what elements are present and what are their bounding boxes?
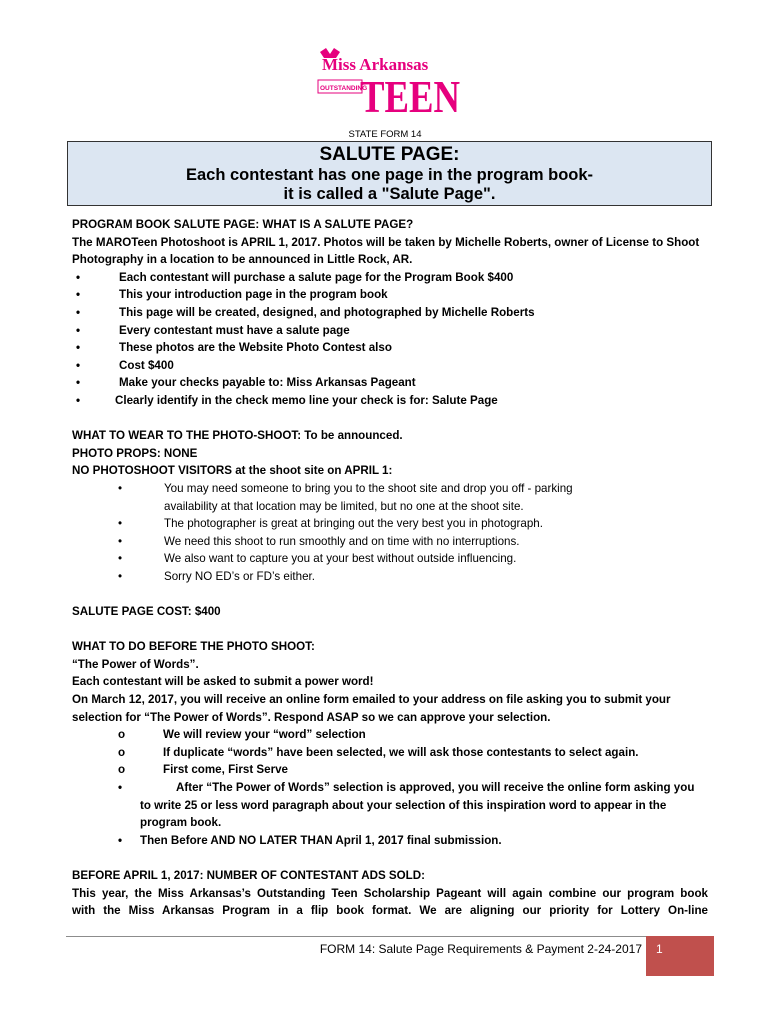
bullet-marker: • (76, 288, 81, 302)
list-item: We need this shoot to run smoothly and on time with no interruptions. (164, 534, 520, 548)
bullet-marker: • (118, 781, 123, 794)
list-item: After “The Power of Words” selection is approved, you will receive the online form asking you to write 25 or less word paragraph about your selection of this inspiration word to appear in the program book. (140, 781, 695, 830)
bullet-marker: • (118, 833, 123, 847)
sub-bullet-marker: o (118, 728, 126, 742)
logo-teen-text: TEEN (360, 71, 460, 122)
bullet-marker: • (76, 341, 81, 355)
bullet-marker: • (76, 270, 81, 284)
footer-divider (66, 936, 646, 937)
list-item: Cost $400 (119, 358, 174, 372)
salute-page-cost: SALUTE PAGE COST: $400 (72, 605, 221, 619)
what-to-wear-line: WHAT TO WEAR TO THE PHOTO-SHOOT: To be announced. (72, 429, 403, 443)
bullet-marker: • (118, 481, 123, 495)
before-shoot-heading: WHAT TO DO BEFORE THE PHOTO SHOOT: (72, 640, 315, 654)
footer-form-label: FORM 14: Salute Page Requirements & Payment 2-24-2017 (319, 942, 642, 956)
power-of-words-quote: “The Power of Words”. (72, 657, 199, 671)
list-item: Every contestant must have a salute page (119, 323, 350, 337)
logo-outstanding-text: OUTSTANDING (320, 85, 368, 92)
sub-bullet-marker: o (118, 745, 126, 759)
list-item: Make your checks payable to: Miss Arkansas Pageant (119, 376, 416, 390)
bullet-marker: • (118, 534, 123, 548)
selection-sub-list (72, 726, 708, 779)
logo-miss-arkansas-text: Miss Arkansas (322, 55, 429, 74)
submission-bullet-list (72, 779, 708, 849)
bullet-marker: • (76, 323, 81, 337)
header-line-1: Each contestant has one page in the program book- (185, 166, 594, 184)
header-line-2: it is called a "Salute Page". (283, 185, 496, 203)
bullet-marker: • (76, 358, 81, 372)
header-title: SALUTE PAGE: (319, 144, 460, 165)
bullet-marker: • (118, 552, 123, 566)
miss-arkansas-outstanding-teen-logo (316, 48, 462, 122)
list-item: These photos are the Website Photo Contest also (119, 341, 392, 355)
list-item: This page will be created, designed, and photographed by Michelle Roberts (119, 305, 535, 319)
bullet-marker: • (76, 376, 81, 390)
bullet-marker: • (118, 569, 123, 583)
page-number: 1 (656, 942, 663, 956)
intro-paragraph: The MAROTeen Photoshoot is APRIL 1, 2017. Photos will be taken by Michelle Roberts, owner of License to Shoot Photography in a location to be announced in Little Rock, AR. (72, 235, 700, 267)
bullet-marker: • (76, 305, 81, 319)
intro-bullet-list (72, 269, 708, 410)
list-item: We will review your “word” selection (163, 728, 366, 742)
visitor-bullet-list (72, 480, 708, 586)
state-form-label: STATE FORM 14 (348, 129, 422, 140)
list-item: Each contestant will purchase a salute page for the Program Book $400 (119, 270, 514, 284)
list-item: The photographer is great at bringing out the very best you in photograph. (164, 517, 543, 531)
salute-page-header-box (67, 141, 712, 206)
list-item: You may need someone to bring you to the shoot site and drop you off - parking availability at that location may be limited, but no one at the shoot site. (164, 481, 573, 513)
online-form-paragraph: On March 12, 2017, you will receive an online form emailed to your address on file asking you to submit your selection for “The Power of Words”. Respond ASAP so we can approve your selection. (72, 693, 671, 724)
list-item: We also want to capture you at your best without outside influencing. (164, 552, 517, 566)
list-item: If duplicate “words” have been selected, we will ask those contestants to select again. (163, 745, 639, 759)
list-item: Sorry NO ED’s or FD’s either. (164, 569, 315, 583)
page-number-box (646, 936, 714, 976)
list-item: Clearly identify in the check memo line your check is for: Salute Page (115, 393, 498, 407)
ads-paragraph-line-1: This year, the Miss Arkansas’s Outstanding Teen Scholarship Pageant will again combine our program book (72, 886, 708, 900)
photo-props-line: PHOTO PROPS: NONE (72, 446, 198, 460)
list-item: First come, First Serve (163, 763, 289, 777)
list-item: Then Before AND NO LATER THAN April 1, 2017 final submission. (140, 833, 502, 847)
list-item: This your introduction page in the program book (119, 288, 388, 302)
ads-paragraph-line-2: with the Miss Arkansas Program in a flip book format. We are aligning our priority for Lottery On-line (72, 904, 708, 918)
sub-bullet-marker: o (118, 763, 126, 777)
bullet-marker: • (76, 393, 81, 407)
power-word-intro: Each contestant will be asked to submit a power word! (72, 675, 374, 689)
no-visitors-line: NO PHOTOSHOOT VISITORS at the shoot site on APRIL 1: (72, 464, 393, 478)
intro-heading: PROGRAM BOOK SALUTE PAGE: WHAT IS A SALUTE PAGE? (72, 218, 414, 231)
bullet-marker: • (118, 517, 123, 531)
document-body (72, 216, 708, 920)
ads-sold-heading: BEFORE APRIL 1, 2017: NUMBER OF CONTESTANT ADS SOLD: (72, 868, 425, 882)
